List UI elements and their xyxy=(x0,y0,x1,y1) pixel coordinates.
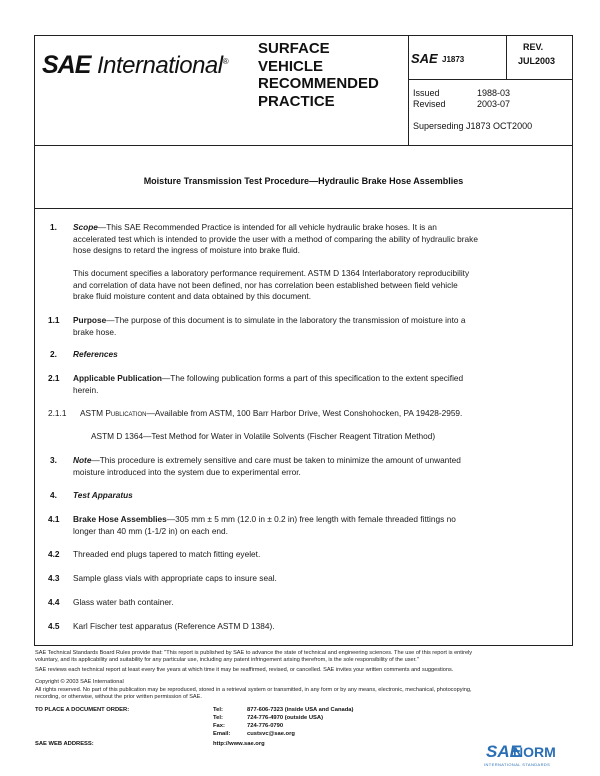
section-purpose: Purpose—The purpose of this document is to simulate in the laboratory the transmission of moisture into a brake hose. xyxy=(73,315,466,337)
web-link[interactable]: http://www.sae.org xyxy=(213,741,265,747)
section-water-bath: Glass water bath container. xyxy=(73,597,174,607)
document-category: SURFACE VEHICLE RECOMMENDED PRACTICE xyxy=(258,40,379,110)
astm-reference: ASTM D 1364—Test Method for Water in Volatile Solvents (Fischer Reagent Titration Method) xyxy=(91,431,436,441)
section-number: 4. xyxy=(50,490,57,500)
section-references: References xyxy=(73,349,118,359)
footer-rights: All rights reserved. No part of this publication may be reproduced, stored in a retrieval system or transmitted, in any form or by any means, electronic, mechanical, photocopying, recording, or otherwise, without the prior written permission of SAE. xyxy=(35,687,472,700)
sae-norm-stamp-subtitle: INTERNATIONAL STANDARDS xyxy=(484,762,551,767)
fax-value: 724-776-0790 xyxy=(247,723,284,729)
sae-norm-stamp-mark: SAE xyxy=(486,742,521,761)
section-number: 1. xyxy=(50,222,57,232)
rev-date: JUL2003 xyxy=(518,56,556,66)
std-sae-mark: SAE xyxy=(411,51,438,66)
footer-review-note: SAE reviews each technical report at least every five years at which time it may be reaffirmed, revised, or cancelled. SAE invites your written comments and suggestions. xyxy=(35,667,454,673)
section-number: 1.1 xyxy=(48,315,60,325)
section-note: Note—This procedure is extremely sensitive and care must be taken to minimize the amount of unwanted moisture introduced into the system due to experimental error. xyxy=(73,455,461,477)
section-number: 4.5 xyxy=(48,621,60,631)
tel2-label: Tel: xyxy=(213,715,223,721)
revised-date: 2003-07 xyxy=(477,99,511,109)
order-label: TO PLACE A DOCUMENT ORDER: xyxy=(35,707,130,713)
header-rule-2 xyxy=(34,145,573,146)
tel-value: 877-606-7323 (inside USA and Canada) xyxy=(247,707,354,713)
email-label: Email: xyxy=(213,731,231,737)
section-number: 2.1 xyxy=(48,373,60,383)
footer-rules-note: SAE Technical Standards Board Rules provide that: "This report is published by SAE to advance the state of technical and engineering sciences. The use of this report is entirely voluntary, and its applicability and suitability for any particular use, including any patent infringement arising therefrom, is the sole responsibility of the user." xyxy=(35,650,473,663)
issued-date: 1988-03 xyxy=(477,88,511,98)
header-divider-2 xyxy=(506,35,507,79)
sae-norm-stamp-text: NORM xyxy=(513,744,556,760)
header-divider-1 xyxy=(408,35,409,145)
issued-label: Issued xyxy=(413,88,440,98)
section-glass-vials: Sample glass vials with appropriate caps to insure seal. xyxy=(73,573,277,583)
header-rule-1 xyxy=(408,79,573,80)
rev-label: REV. xyxy=(523,42,544,52)
email-link[interactable]: custsvc@sae.org xyxy=(247,731,295,737)
tel2-value: 724-776-4970 (outside USA) xyxy=(247,715,324,721)
web-label: SAE WEB ADDRESS: xyxy=(35,741,94,747)
footer-copyright: Copyright © 2003 SAE International xyxy=(35,679,124,685)
tel-label: Tel: xyxy=(213,707,223,713)
section-number: 4.1 xyxy=(48,514,60,524)
section-number: 4.2 xyxy=(48,549,60,559)
title-rule xyxy=(34,208,573,209)
sae-logo: SAE xyxy=(42,51,91,79)
section-end-plugs: Threaded end plugs tapered to match fitting eyelet. xyxy=(73,549,261,559)
section-applicable-publication: Applicable Publication—The following publication forms a part of this specification to the extent specified herein. xyxy=(73,373,464,395)
section-test-apparatus: Test Apparatus xyxy=(73,490,133,500)
section-brake-hose-assemblies: Brake Hose Assemblies—305 mm ± 5 mm (12.0 in ± 0.2 in) free length with female threaded fittings no longer than 40 mm (1-1/2 in) on each end. xyxy=(73,514,456,536)
document-title: Moisture Transmission Test Procedure—Hydraulic Brake Hose Assemblies xyxy=(143,176,464,186)
section-number: 4.4 xyxy=(48,597,60,607)
fax-label: Fax: xyxy=(213,723,225,729)
section-astm-publication: ASTM Publication—Available from ASTM, 100 Barr Harbor Drive, West Conshohocken, PA 19428-2959. xyxy=(80,408,463,418)
section-karl-fischer: Karl Fischer test apparatus (Reference ASTM D 1384). xyxy=(73,621,275,631)
section-number: 2.1.1 xyxy=(48,408,67,418)
section-scope: Scope—This SAE Recommended Practice is intended for all vehicle hydraulic brake hoses. It is an accelerated test which is intended to provide the user with a method of comparing the ability of hydraulic brake hose designs to retard the ingress of moisture into brake fluid. xyxy=(73,222,478,255)
section-number: 4.3 xyxy=(48,573,60,583)
revised-label: Revised xyxy=(413,99,446,109)
scope-paragraph-2: This document specifies a laboratory performance requirement. ASTM D 1364 Interlaboratory reproducibility and correlation of data have not been defined, nor has correlation been established between field vehicle brake fluid moisture content and data obtained by this document. xyxy=(73,268,470,301)
section-number: 2. xyxy=(50,349,57,359)
standard-number: J1873 xyxy=(442,55,465,64)
superseding-note: Superseding J1873 OCT2000 xyxy=(413,121,533,131)
international-logotype: International® xyxy=(97,52,228,79)
section-number: 3. xyxy=(50,455,57,465)
